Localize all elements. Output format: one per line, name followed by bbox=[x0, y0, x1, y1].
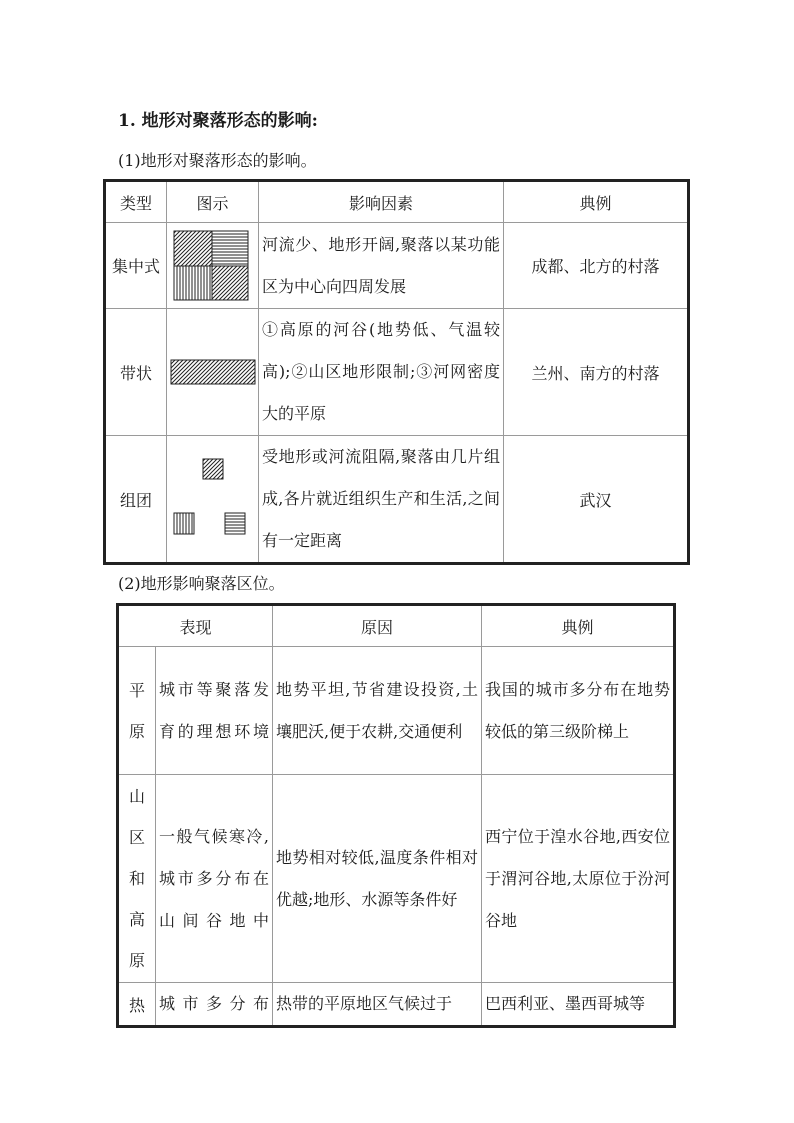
performance-cell: 城市多分布 bbox=[156, 983, 273, 1027]
table-header-row bbox=[118, 605, 675, 647]
terrain-label: 山区和高原 bbox=[128, 787, 145, 970]
row-factor: ①高原的河谷(地势低、气温较高);②山区地形限制;③河网密度大的平原 bbox=[259, 309, 504, 436]
header-diagram: 图示 bbox=[167, 181, 259, 223]
terrain-cell bbox=[118, 647, 156, 775]
concentrated-diagram bbox=[167, 223, 259, 309]
strip-pattern-icon bbox=[167, 352, 259, 392]
row-example: 兰州、南方的村落 bbox=[504, 309, 689, 436]
strip-diagram bbox=[167, 309, 259, 436]
concentrated-pattern-icon bbox=[167, 224, 259, 308]
example-cell: 巴西利亚、墨西哥城等 bbox=[482, 983, 675, 1027]
header-factor: 影响因素 bbox=[259, 181, 504, 223]
landform-settlement-location-table bbox=[116, 603, 676, 1028]
subsection-title-1: (1)地形对聚落形态的影响。 bbox=[118, 151, 317, 170]
reason-cell: 热带的平原地区气候过于 bbox=[273, 983, 482, 1027]
cluster-pattern-icon bbox=[167, 449, 259, 549]
table-row bbox=[118, 647, 675, 775]
header-example: 典例 bbox=[504, 181, 689, 223]
header-type: 类型 bbox=[105, 181, 167, 223]
performance-cell: 一般气候寒冷,城市多分布在山间谷地中 bbox=[156, 775, 273, 983]
example-cell: 西宁位于湟水谷地,西安位于渭河谷地,太原位于汾河谷地 bbox=[482, 775, 675, 983]
row-factor: 受地形或河流阻隔,聚落由几片组成,各片就近组织生产和生活,之间有一定距离 bbox=[259, 436, 504, 564]
performance-cell: 城市等聚落发育的理想环境 bbox=[156, 647, 273, 775]
table-row bbox=[105, 223, 689, 309]
row-type: 带状 bbox=[105, 309, 167, 436]
row-example: 武汉 bbox=[504, 436, 689, 564]
terrain-cell bbox=[118, 775, 156, 983]
row-type: 集中式 bbox=[105, 223, 167, 309]
reason-cell: 地势相对较低,温度条件相对优越;地形、水源等条件好 bbox=[273, 775, 482, 983]
terrain-label: 平原 bbox=[128, 680, 145, 741]
table-header-row bbox=[105, 181, 689, 223]
table-row bbox=[118, 775, 675, 983]
row-type: 组团 bbox=[105, 436, 167, 564]
cluster-diagram bbox=[167, 436, 259, 564]
table-row bbox=[105, 309, 689, 436]
table-row bbox=[105, 436, 689, 564]
header-performance: 表现 bbox=[118, 605, 273, 647]
row-factor: 河流少、地形开阔,聚落以某功能区为中心向四周发展 bbox=[259, 223, 504, 309]
landform-settlement-form-table bbox=[103, 179, 690, 565]
section-heading: 1. 地形对聚落形态的影响: bbox=[118, 111, 318, 131]
header-example: 典例 bbox=[482, 605, 675, 647]
row-example: 成都、北方的村落 bbox=[504, 223, 689, 309]
terrain-cell: 热 bbox=[118, 983, 156, 1027]
example-cell: 我国的城市多分布在地势较低的第三级阶梯上 bbox=[482, 647, 675, 775]
reason-cell: 地势平坦,节省建设投资,土壤肥沃,便于农耕,交通便利 bbox=[273, 647, 482, 775]
subsection-title-2: (2)地形影响聚落区位。 bbox=[118, 574, 285, 593]
table-row bbox=[118, 983, 675, 1027]
header-reason: 原因 bbox=[273, 605, 482, 647]
